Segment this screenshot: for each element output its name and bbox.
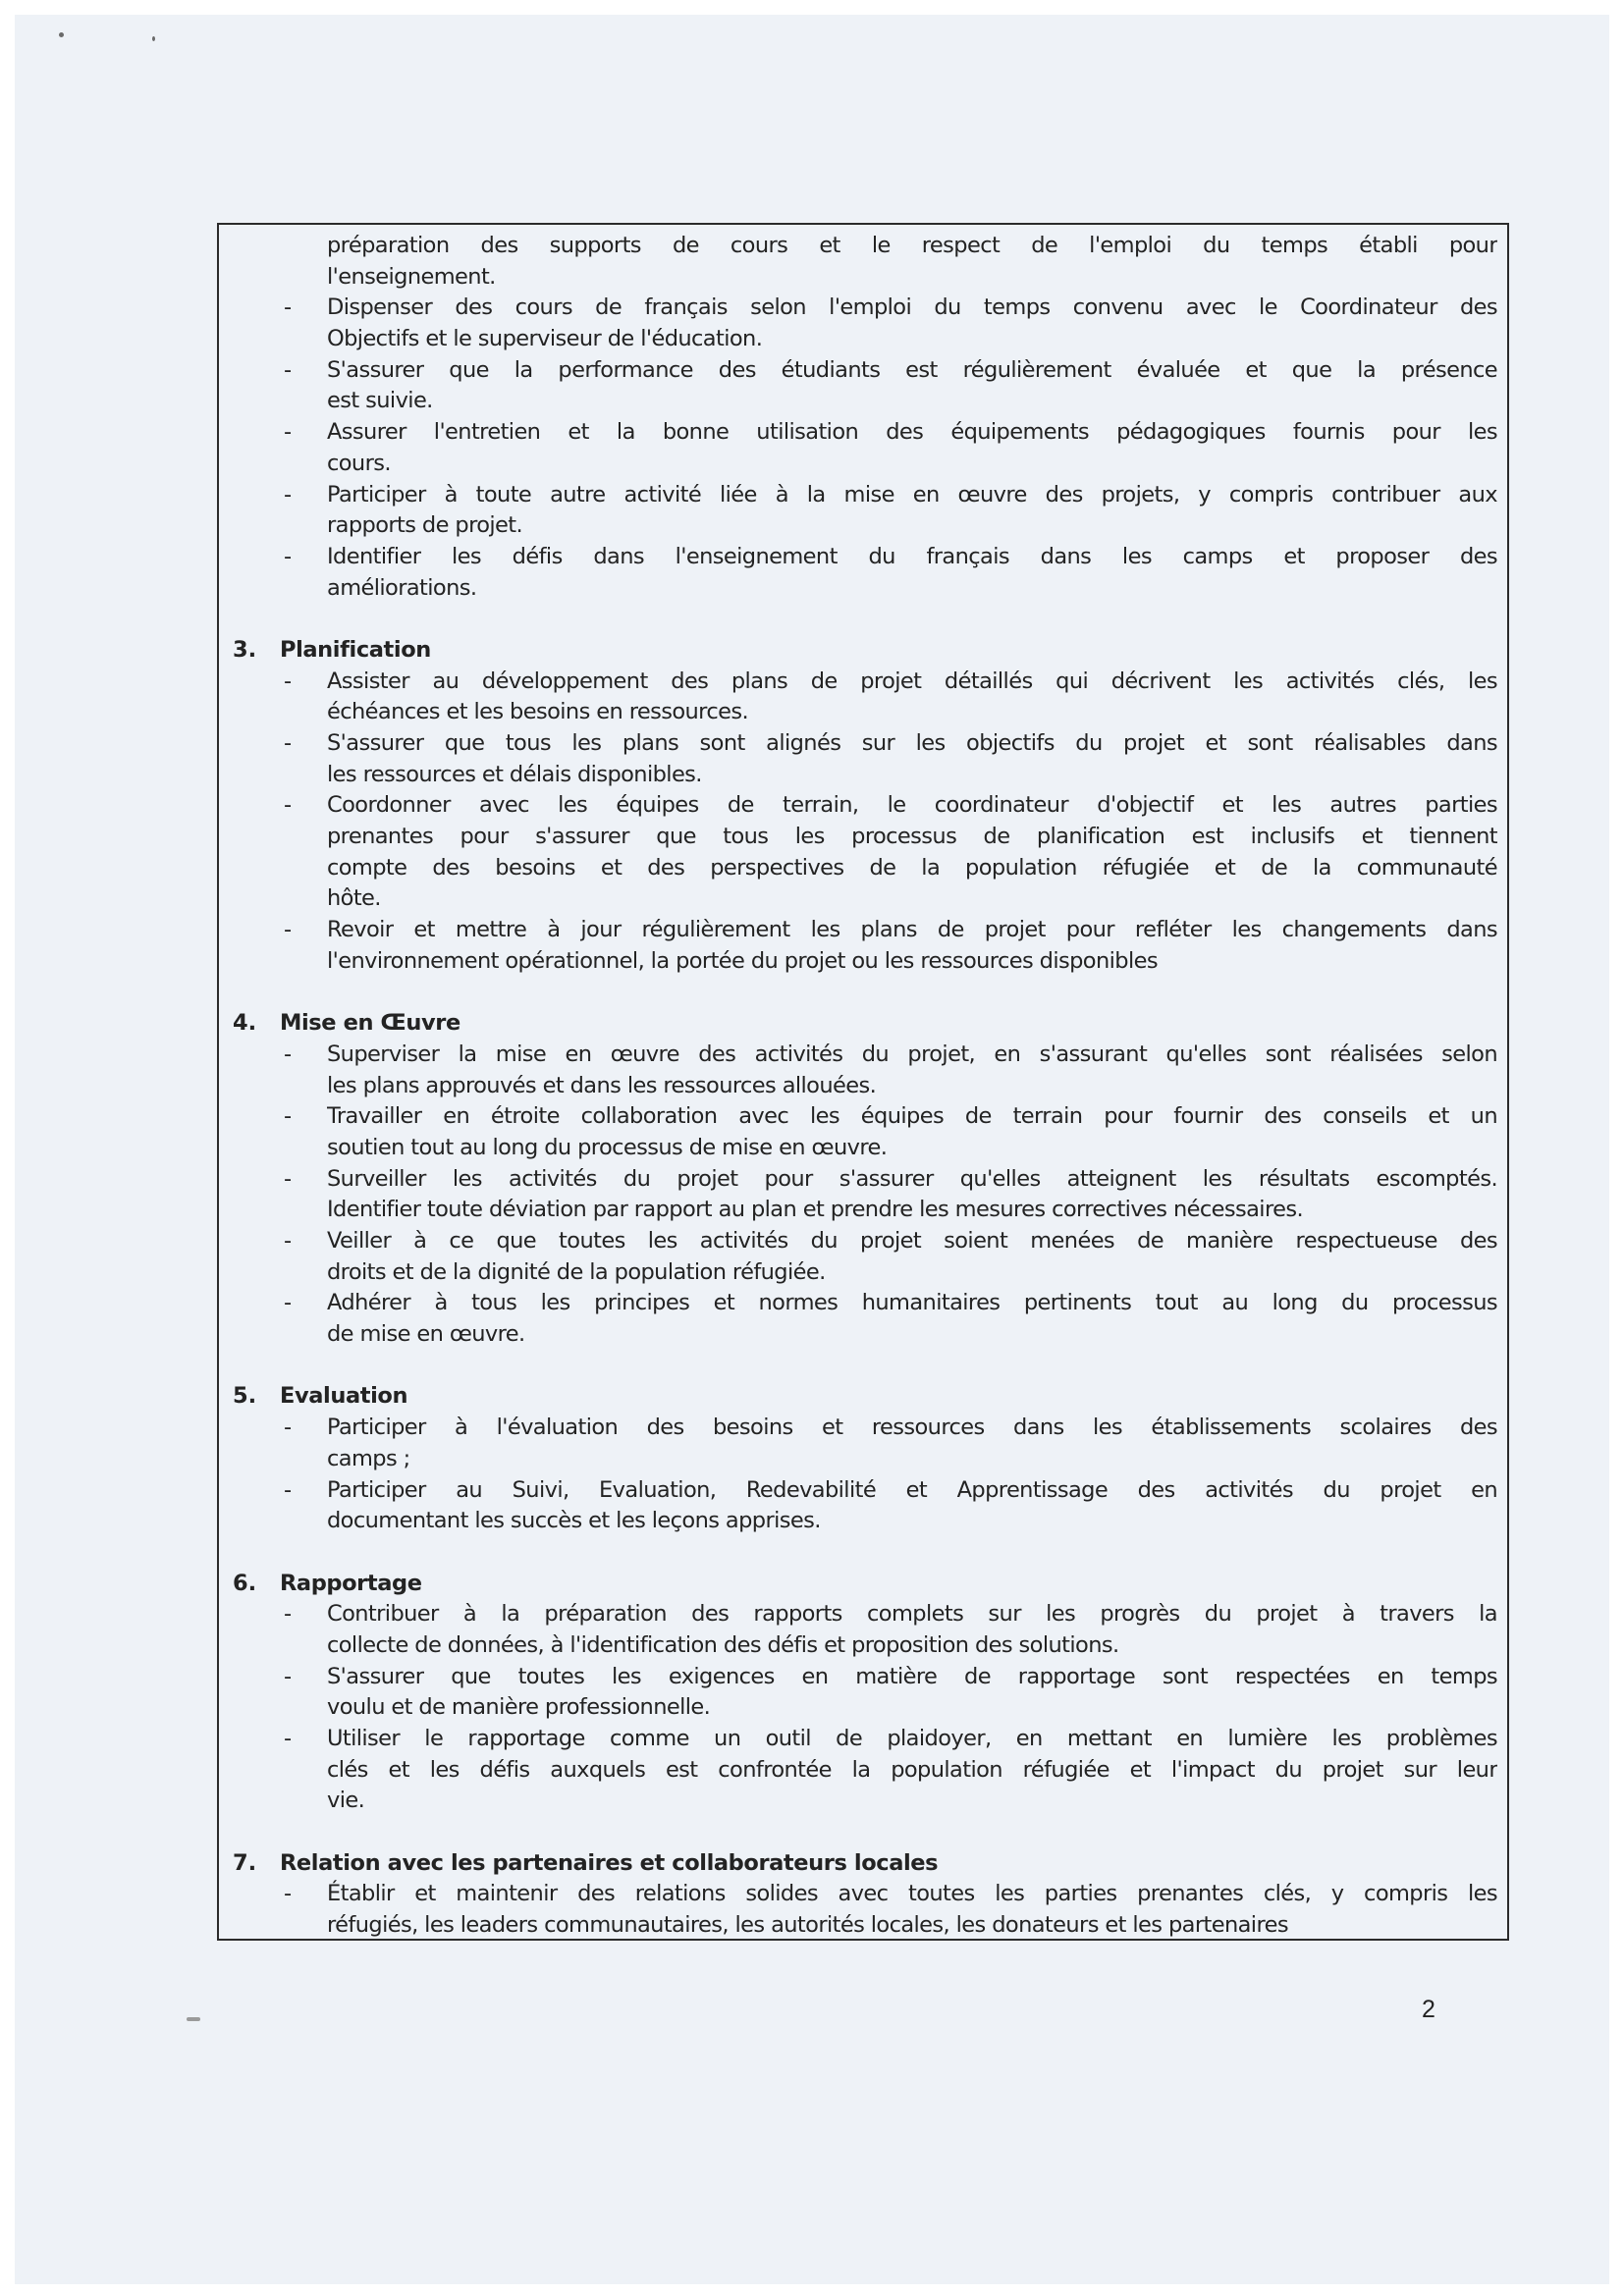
section-number: 3. <box>233 636 257 663</box>
section-title: Mise en Œuvre <box>280 1010 460 1037</box>
scan-speck <box>152 36 155 41</box>
section-title: Planification <box>280 636 431 663</box>
line-text: Veiller à ce que toutes les activités du projet soient menées de manière respectueuse des <box>327 1228 1497 1254</box>
intro-list <box>219 231 1507 604</box>
text-line <box>219 1226 1507 1257</box>
line-text: de mise en œuvre. <box>327 1321 525 1348</box>
line-text: Contribuer à la préparation des rapports complets sur les progrès du projet à travers la <box>327 1601 1497 1628</box>
section-5 <box>219 1381 1507 1536</box>
bullet-dash: - <box>283 1726 293 1751</box>
text-line <box>219 1662 1507 1693</box>
list-item <box>219 1662 1507 1724</box>
section-heading <box>219 1008 1507 1040</box>
text-line <box>219 946 1507 978</box>
line-text: Participer à l'évaluation des besoins et ressources dans les établissements scolaires des <box>327 1415 1497 1441</box>
line-text: est suivie. <box>327 388 433 414</box>
scan-speck <box>59 32 64 37</box>
line-text: échéances et les besoins en ressources. <box>327 699 749 725</box>
section-title: Evaluation <box>280 1383 408 1410</box>
text-line <box>219 1164 1507 1196</box>
section-number: 6. <box>233 1570 257 1596</box>
list-item <box>219 1164 1507 1226</box>
bullet-dash: - <box>283 356 293 383</box>
text-line <box>219 1195 1507 1226</box>
bullet-dash: - <box>283 294 293 321</box>
line-text: voulu et de manière professionnelle. <box>327 1694 711 1721</box>
list-item <box>219 231 1507 293</box>
text-line <box>219 1101 1507 1133</box>
line-text: Surveiller les activités du projet pour s'assurer qu'elles atteignent les résultats escomptés. <box>327 1165 1497 1192</box>
line-text: rapports de projet. <box>327 512 523 539</box>
text-line <box>219 1724 1507 1755</box>
bullet-dash: - <box>283 1881 293 1907</box>
text-line <box>219 728 1507 760</box>
section-title: Rapportage <box>280 1570 422 1596</box>
line-text: Identifier toute déviation par rapport au plan et prendre les mesures correctives nécessaires. <box>327 1197 1304 1223</box>
bullet-dash: - <box>283 667 293 694</box>
page-number: 2 <box>1422 1996 1435 2023</box>
text-line <box>219 573 1507 605</box>
line-text: Adhérer à tous les principes et normes humanitaires pertinents tout au long du processus <box>327 1290 1497 1316</box>
text-line <box>219 510 1507 542</box>
list-item <box>219 1475 1507 1537</box>
line-text: S'assurer que la performance des étudiants est régulièrement évaluée et que la présence <box>327 356 1497 383</box>
text-line <box>219 1319 1507 1351</box>
section-spacer <box>219 978 1507 1009</box>
list-item <box>219 1040 1507 1101</box>
line-text: Participer à toute autre activité liée à la mise en œuvre des projets, y compris contribuer aux <box>327 481 1497 507</box>
line-text: prenantes pour s'assurer que tous les processus de planification est inclusifs et tiennent <box>327 824 1497 850</box>
text-line <box>219 915 1507 946</box>
document-body <box>219 231 1507 1942</box>
content-frame <box>217 223 1509 1941</box>
bullet-dash: - <box>283 730 293 756</box>
section-3 <box>219 635 1507 978</box>
text-line <box>219 1040 1507 1071</box>
line-text: Assister au développement des plans de projet détaillés qui décrivent les activités clés, les <box>327 667 1497 694</box>
list-item <box>219 667 1507 728</box>
text-line <box>219 822 1507 853</box>
section-number: 4. <box>233 1010 257 1037</box>
line-text: Coordonner avec les équipes de terrain, le coordinateur d'objectif et les autres parties <box>327 792 1497 819</box>
line-text: clés et les défis auxquels est confrontée la population réfugiée et l'impact du projet sur leur <box>327 1756 1497 1783</box>
line-text: les plans approuvés et dans les ressources allouées. <box>327 1072 877 1098</box>
line-text: Dispenser des cours de français selon l'emploi du temps convenu avec le Coordinateur des <box>327 294 1497 321</box>
text-line <box>219 293 1507 324</box>
text-line <box>219 853 1507 884</box>
list-item <box>219 1101 1507 1163</box>
list-item <box>219 1879 1507 1941</box>
text-line <box>219 231 1507 262</box>
text-line <box>219 1599 1507 1630</box>
scan-speck <box>187 2017 200 2021</box>
text-line <box>219 449 1507 480</box>
line-text: hôte. <box>327 885 381 912</box>
section-number: 7. <box>233 1849 257 1876</box>
text-line <box>219 883 1507 915</box>
line-text: Identifier les défis dans l'enseignement du français dans les camps et proposer des <box>327 543 1497 569</box>
line-text: Objectifs et le superviseur de l'éducation. <box>327 326 763 352</box>
text-line <box>219 1755 1507 1787</box>
list-item <box>219 417 1507 479</box>
bullet-dash: - <box>283 1663 293 1689</box>
bullet-dash: - <box>283 543 293 569</box>
text-line <box>219 1910 1507 1942</box>
text-line <box>219 1413 1507 1444</box>
text-line <box>219 1475 1507 1507</box>
line-text: camps ; <box>327 1445 410 1471</box>
line-text: cours. <box>327 450 391 476</box>
list-item <box>219 1599 1507 1661</box>
text-line <box>219 480 1507 511</box>
text-line <box>219 1692 1507 1724</box>
bullet-dash: - <box>283 1041 293 1067</box>
line-text: Participer au Suivi, Evaluation, Redevabilité et Apprentissage des activités du projet en <box>327 1476 1497 1503</box>
section-heading <box>219 1569 1507 1600</box>
text-line <box>219 355 1507 387</box>
bullet-dash: - <box>283 419 293 446</box>
bullet-dash: - <box>283 1601 293 1628</box>
list-item <box>219 542 1507 604</box>
text-line <box>219 324 1507 355</box>
section-spacer <box>219 604 1507 635</box>
list-item <box>219 293 1507 354</box>
line-text: l'enseignement. <box>327 263 496 290</box>
text-line <box>219 1071 1507 1102</box>
line-text: documentant les succès et les leçons apprises. <box>327 1508 821 1534</box>
list-item <box>219 355 1507 417</box>
line-text: réfugiés, les leaders communautaires, les autorités locales, les donateurs et les partenaires <box>327 1912 1288 1939</box>
list-item <box>219 1724 1507 1817</box>
text-line <box>219 667 1507 698</box>
text-line <box>219 1444 1507 1475</box>
list-item <box>219 480 1507 542</box>
bullet-dash: - <box>283 1103 293 1130</box>
line-text: droits et de la dignité de la population réfugiée. <box>327 1258 826 1285</box>
text-line <box>219 386 1507 417</box>
section-heading <box>219 1848 1507 1880</box>
section-7 <box>219 1848 1507 1942</box>
line-text: Superviser la mise en œuvre des activités du projet, en s'assurant qu'elles sont réalisées selon <box>327 1041 1497 1067</box>
line-text: améliorations. <box>327 574 477 601</box>
text-line <box>219 1257 1507 1289</box>
section-spacer <box>219 1817 1507 1848</box>
list-item <box>219 728 1507 790</box>
list-item <box>219 1413 1507 1474</box>
line-text: compte des besoins et des perspectives de la population réfugiée et de la communauté <box>327 854 1497 881</box>
bullet-dash: - <box>283 1228 293 1254</box>
line-text: préparation des supports de cours et le respect de l'emploi du temps établi pour <box>327 233 1497 258</box>
bullet-dash: - <box>283 481 293 507</box>
text-line <box>219 417 1507 449</box>
text-line <box>219 542 1507 573</box>
section-6 <box>219 1569 1507 1818</box>
text-line <box>219 790 1507 822</box>
text-line <box>219 1630 1507 1662</box>
line-text: Utiliser le rapportage comme un outil de plaidoyer, en mettant en lumière les problèmes <box>327 1726 1497 1751</box>
line-text: Revoir et mettre à jour régulièrement les plans de projet pour refléter les changements dans <box>327 917 1497 943</box>
text-line <box>219 1288 1507 1319</box>
list-item <box>219 1226 1507 1288</box>
list-item <box>219 790 1507 915</box>
section-heading <box>219 1381 1507 1413</box>
line-text: S'assurer que tous les plans sont alignés sur les objectifs du projet et sont réalisables dans <box>327 730 1497 756</box>
bullet-dash: - <box>283 1476 293 1503</box>
section-heading <box>219 635 1507 667</box>
text-line <box>219 262 1507 294</box>
text-line <box>219 1879 1507 1910</box>
bullet-dash: - <box>283 917 293 943</box>
text-line <box>219 697 1507 728</box>
text-line <box>219 760 1507 791</box>
line-text: Établir et maintenir des relations solides avec toutes les parties prenantes clés, y compris les <box>327 1881 1497 1907</box>
section-title: Relation avec les partenaires et collaborateurs locales <box>280 1849 939 1876</box>
text-line <box>219 1133 1507 1164</box>
text-line <box>219 1506 1507 1537</box>
bullet-dash: - <box>283 1415 293 1441</box>
bullet-dash: - <box>283 792 293 819</box>
line-text: soutien tout au long du processus de mise en œuvre. <box>327 1134 888 1160</box>
section-4 <box>219 1008 1507 1351</box>
line-text: collecte de données, à l'identification des défis et proposition des solutions. <box>327 1631 1119 1658</box>
section-spacer <box>219 1351 1507 1382</box>
bullet-dash: - <box>283 1290 293 1316</box>
line-text: Travailler en étroite collaboration avec les équipes de terrain pour fournir des conseils et un <box>327 1103 1497 1130</box>
text-line <box>219 1786 1507 1817</box>
line-text: S'assurer que toutes les exigences en matière de rapportage sont respectées en temps <box>327 1663 1497 1689</box>
line-text: vie. <box>327 1788 365 1814</box>
line-text: les ressources et délais disponibles. <box>327 761 702 787</box>
list-item <box>219 915 1507 977</box>
list-item <box>219 1288 1507 1350</box>
section-number: 5. <box>233 1383 257 1410</box>
section-spacer <box>219 1537 1507 1569</box>
line-text: l'environnement opérationnel, la portée du projet ou les ressources disponibles <box>327 947 1158 974</box>
bullet-dash: - <box>283 1165 293 1192</box>
line-text: Assurer l'entretien et la bonne utilisation des équipements pédagogiques fournis pour les <box>327 419 1497 446</box>
